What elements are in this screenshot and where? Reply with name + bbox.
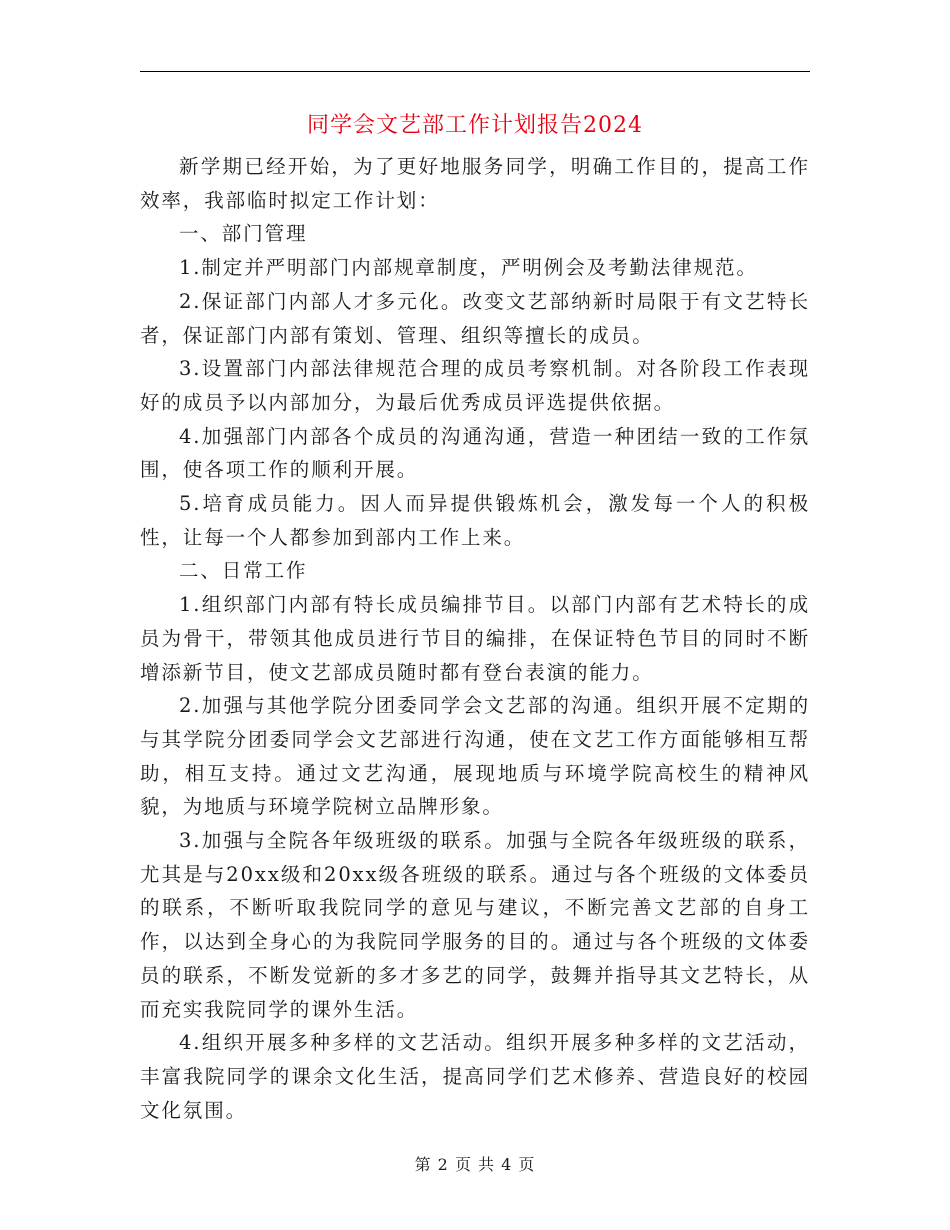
management-item-1: 1.制定并严明部门内部规章制度，严明例会及考勤法律规范。 [179,256,758,280]
page-number: 2 [437,1155,449,1174]
footer-prefix: 第 [414,1155,432,1174]
document-body [140,150,810,1127]
management-item-3: 3.设置部门内部法律规范合理的成员考察机制。对各阶段工作表现好的成员予以内部加分，为最后优秀成员评选提供依据。 [140,357,810,414]
footer-middle: 页 共 [454,1155,496,1174]
page-footer [0,1153,950,1177]
total-pages: 4 [501,1155,513,1174]
document-title: 同学会文艺部工作计划报告2024 [307,113,643,138]
daily-work-item-2: 2.加强与其他学院分团委同学会文艺部的沟通。组织开展不定期的与其学院分团委同学会文艺部进行沟通，使在文艺工作方面能够相互帮助，相互支持。通过文艺沟通，展现地质与环境学院高校生的精神风貌，为地质与环境学院树立品牌形象。 [140,694,810,819]
management-item-2: 2.保证部门内部人才多元化。改变文艺部纳新时局限于有文艺特长者，保证部门内部有策划、管理、组织等擅长的成员。 [140,289,810,347]
management-item-4: 4.加强部门内部各个成员的沟通沟通，营造一种团结一致的工作氛围，使各项工作的顺利开展。 [140,424,810,482]
daily-work-item-3: 3.加强与全院各年级班级的联系。加强与全院各年级班级的联系，尤其是与20xx级和20xx级各班级的联系。通过与各个班级的文体委员的联系，不断听取我院同学的意见与建议，不断完善文艺部的自身工作，以达到全身心的为我院同学服务的目的。通过与各个班级的文体委员的联系，不断发觉新的多才多艺的同学，鼓舞并指导其文艺特长，从而充实我院同学的课外生活。 [140,829,810,1021]
management-item-5: 5.培育成员能力。因人而异提供锻炼机会，激发每一个人的积极性，让每一个人都参加到部内工作上来。 [140,492,810,549]
section-heading-department-management: 一、部门管理 [179,222,308,246]
daily-work-item-1: 1.组织部门内部有特长成员编排节目。以部门内部有艺术特长的成员为骨干，带领其他成员进行节目的编排，在保证特色节目的同时不断增添新节目，使文艺部成员随时都有登台表演的能力。 [140,593,810,684]
section-heading-daily-work: 二、日常工作 [179,559,308,583]
intro-paragraph: 新学期已经开始，为了更好地服务同学，明确工作目的，提高工作效率，我部临时拟定工作计划： [140,155,810,212]
daily-work-item-4: 4.组织开展多种多样的文艺活动。组织开展多种多样的文艺活动，丰富我院同学的课余文化生活，提高同学们艺术修养、营造良好的校园文化氛围。 [140,1031,810,1122]
header-rule [140,71,810,72]
footer-suffix: 页 [518,1155,536,1174]
